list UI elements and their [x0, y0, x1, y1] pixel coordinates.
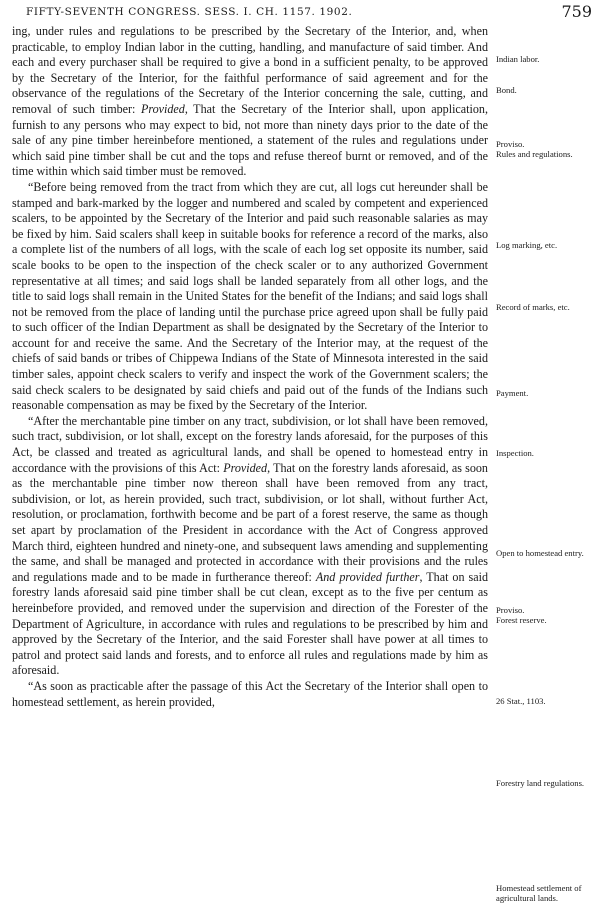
margin-note: Bond. — [496, 85, 517, 95]
margin-note: Inspection. — [496, 448, 534, 458]
text-run: ing, under rules and regulations to be prescribed by the Secretary of the Interior, and, when practicable, to employ Indian labor in the cutting, handling, and manufacture of said timber. And each and every purchaser shall be required to give a bond in a sufficient penalty, to be approved by the Secretary of the Interior, for the faithful performance of said agreement and for the observance of the regulations of the Secretary of the Interior concerning the sale, cutting, and removal of such timber: — [12, 24, 488, 116]
text-run: , That on the forestry lands aforesaid, as soon as the merchantable pine timber now thereon shall have been removed from any tract, subdivision, or lot, as herein provided, such tract, subdivision, or lot shall, without further Act, resolution, or proclamation, forthwith become and be part of a forest reserve, the same as though set apart by proclamation of the President in accordance with the Act of Congress approved March third, eighteen hundred and ninety-one, and subsequent laws amending and supplementing the same, and shall be managed and protected in accordance with their provisions and the rules and regulations made and to be made in furtherance thereof: — [12, 460, 488, 584]
paragraph — [12, 180, 488, 414]
running-head: FIFTY-SEVENTH CONGRESS. SESS. I. CH. 1157. 1902. — [26, 6, 353, 18]
text-run: , That the Secretary of the Interior shall, upon application, furnish to any persons who may expect to bid, not more than ninety days prior to the date of the sale of any pine timber hereinbefore mentioned, a statement of the rules and regulations under which said pine timber shall be cut and the tops and refuse thereof burnt or removed, and of the time within which said timber must be removed. — [12, 101, 489, 179]
text-run: , That on said forestry lands aforesaid said pine timber shall be cut clean, except as to the five per centum as hereinbefore provided, and removed under the supervision and direction of the Forester of the Department of Agriculture, in accordance with rules and regulations to be prescribed by him and approved by the Secretary of the Interior, and the said Forester shall have power at all times to patrol and protect said lands and forests, and to enforce all rules and regulations made by him as aforesaid. — [12, 569, 488, 678]
margin-note: Proviso. Forest reserve. — [496, 605, 547, 625]
margin-note: Homestead settlement of agricultural lands. — [496, 883, 582, 903]
page-number: 759 — [561, 2, 592, 21]
italic-text: And provided further — [315, 569, 420, 584]
italic-text: Provided — [140, 101, 185, 116]
text-run: “Before being removed from the tract from which they are cut, all logs cut hereunder shall be stamped and bark-marked by the logger and numbered and scaled by competent and experienced scalers, to be appointed by the Secretary of the Interior and paid such reasonable salaries as may be fixed by him. Said scalers shall keep in suitable books for reference a record of the marks, also a complete list of the numbers of all logs, with the scale of each log set opposite its number, said scale books to be open to the inspection of the check scaler or to any authorized Government representative at all times; and said logs shall be landed separately from all other logs, and the title to said logs shall remain in the United States for the benefit of the Indians; and said logs shall not be removed from the place of landing until the purchase price agreed upon shall be fully paid to such officer of the Indian Department as shall be designated by the Secretary of the Interior to account for and receive the same. And the Secretary of the Interior may, at the request of the chiefs of said bands or tribes of Chippewa Indians of the State of Minnesota interested in the said timber sales, appoint check scalers to verify and inspect the work of the Government scalers; the said check scalers to be designated by said chiefs and paid out of the funds of the Indians such reasonable compensation as may be fixed by the Secretary of the Interior. — [12, 179, 488, 413]
margin-note: Payment. — [496, 388, 529, 398]
text-run: “As soon as practicable after the passage of this Act the Secretary of the Interior shall open to homestead settlement, as herein provided, — [12, 678, 488, 709]
margin-note: Record of marks, etc. — [496, 302, 570, 312]
text-run: “After the merchantable pine timber on any tract, subdivision, or lot shall have been removed, such tract, subdivision, or lot shall, except on the forestry lands aforesaid, for the purposes of this Act, be classed and treated as agricultural lands, and shall be opened to homestead entry in accordance with the provisions of this Act: — [12, 413, 488, 475]
margin-note: Forestry land regulations. — [496, 778, 585, 788]
margin-note: Log marking, etc. — [496, 240, 558, 250]
margin-note: Indian labor. — [496, 54, 540, 64]
paragraph — [12, 679, 488, 710]
margin-note: Proviso. Rules and regulations. — [496, 139, 573, 159]
page-header — [0, 0, 600, 26]
margin-note: Open to homestead entry. — [496, 548, 584, 558]
italic-text: Provided — [223, 460, 268, 475]
statute-body-text — [12, 24, 488, 710]
margin-note: 26 Stat., 1103. — [496, 696, 546, 706]
paragraph — [12, 24, 488, 180]
paragraph — [12, 414, 488, 679]
